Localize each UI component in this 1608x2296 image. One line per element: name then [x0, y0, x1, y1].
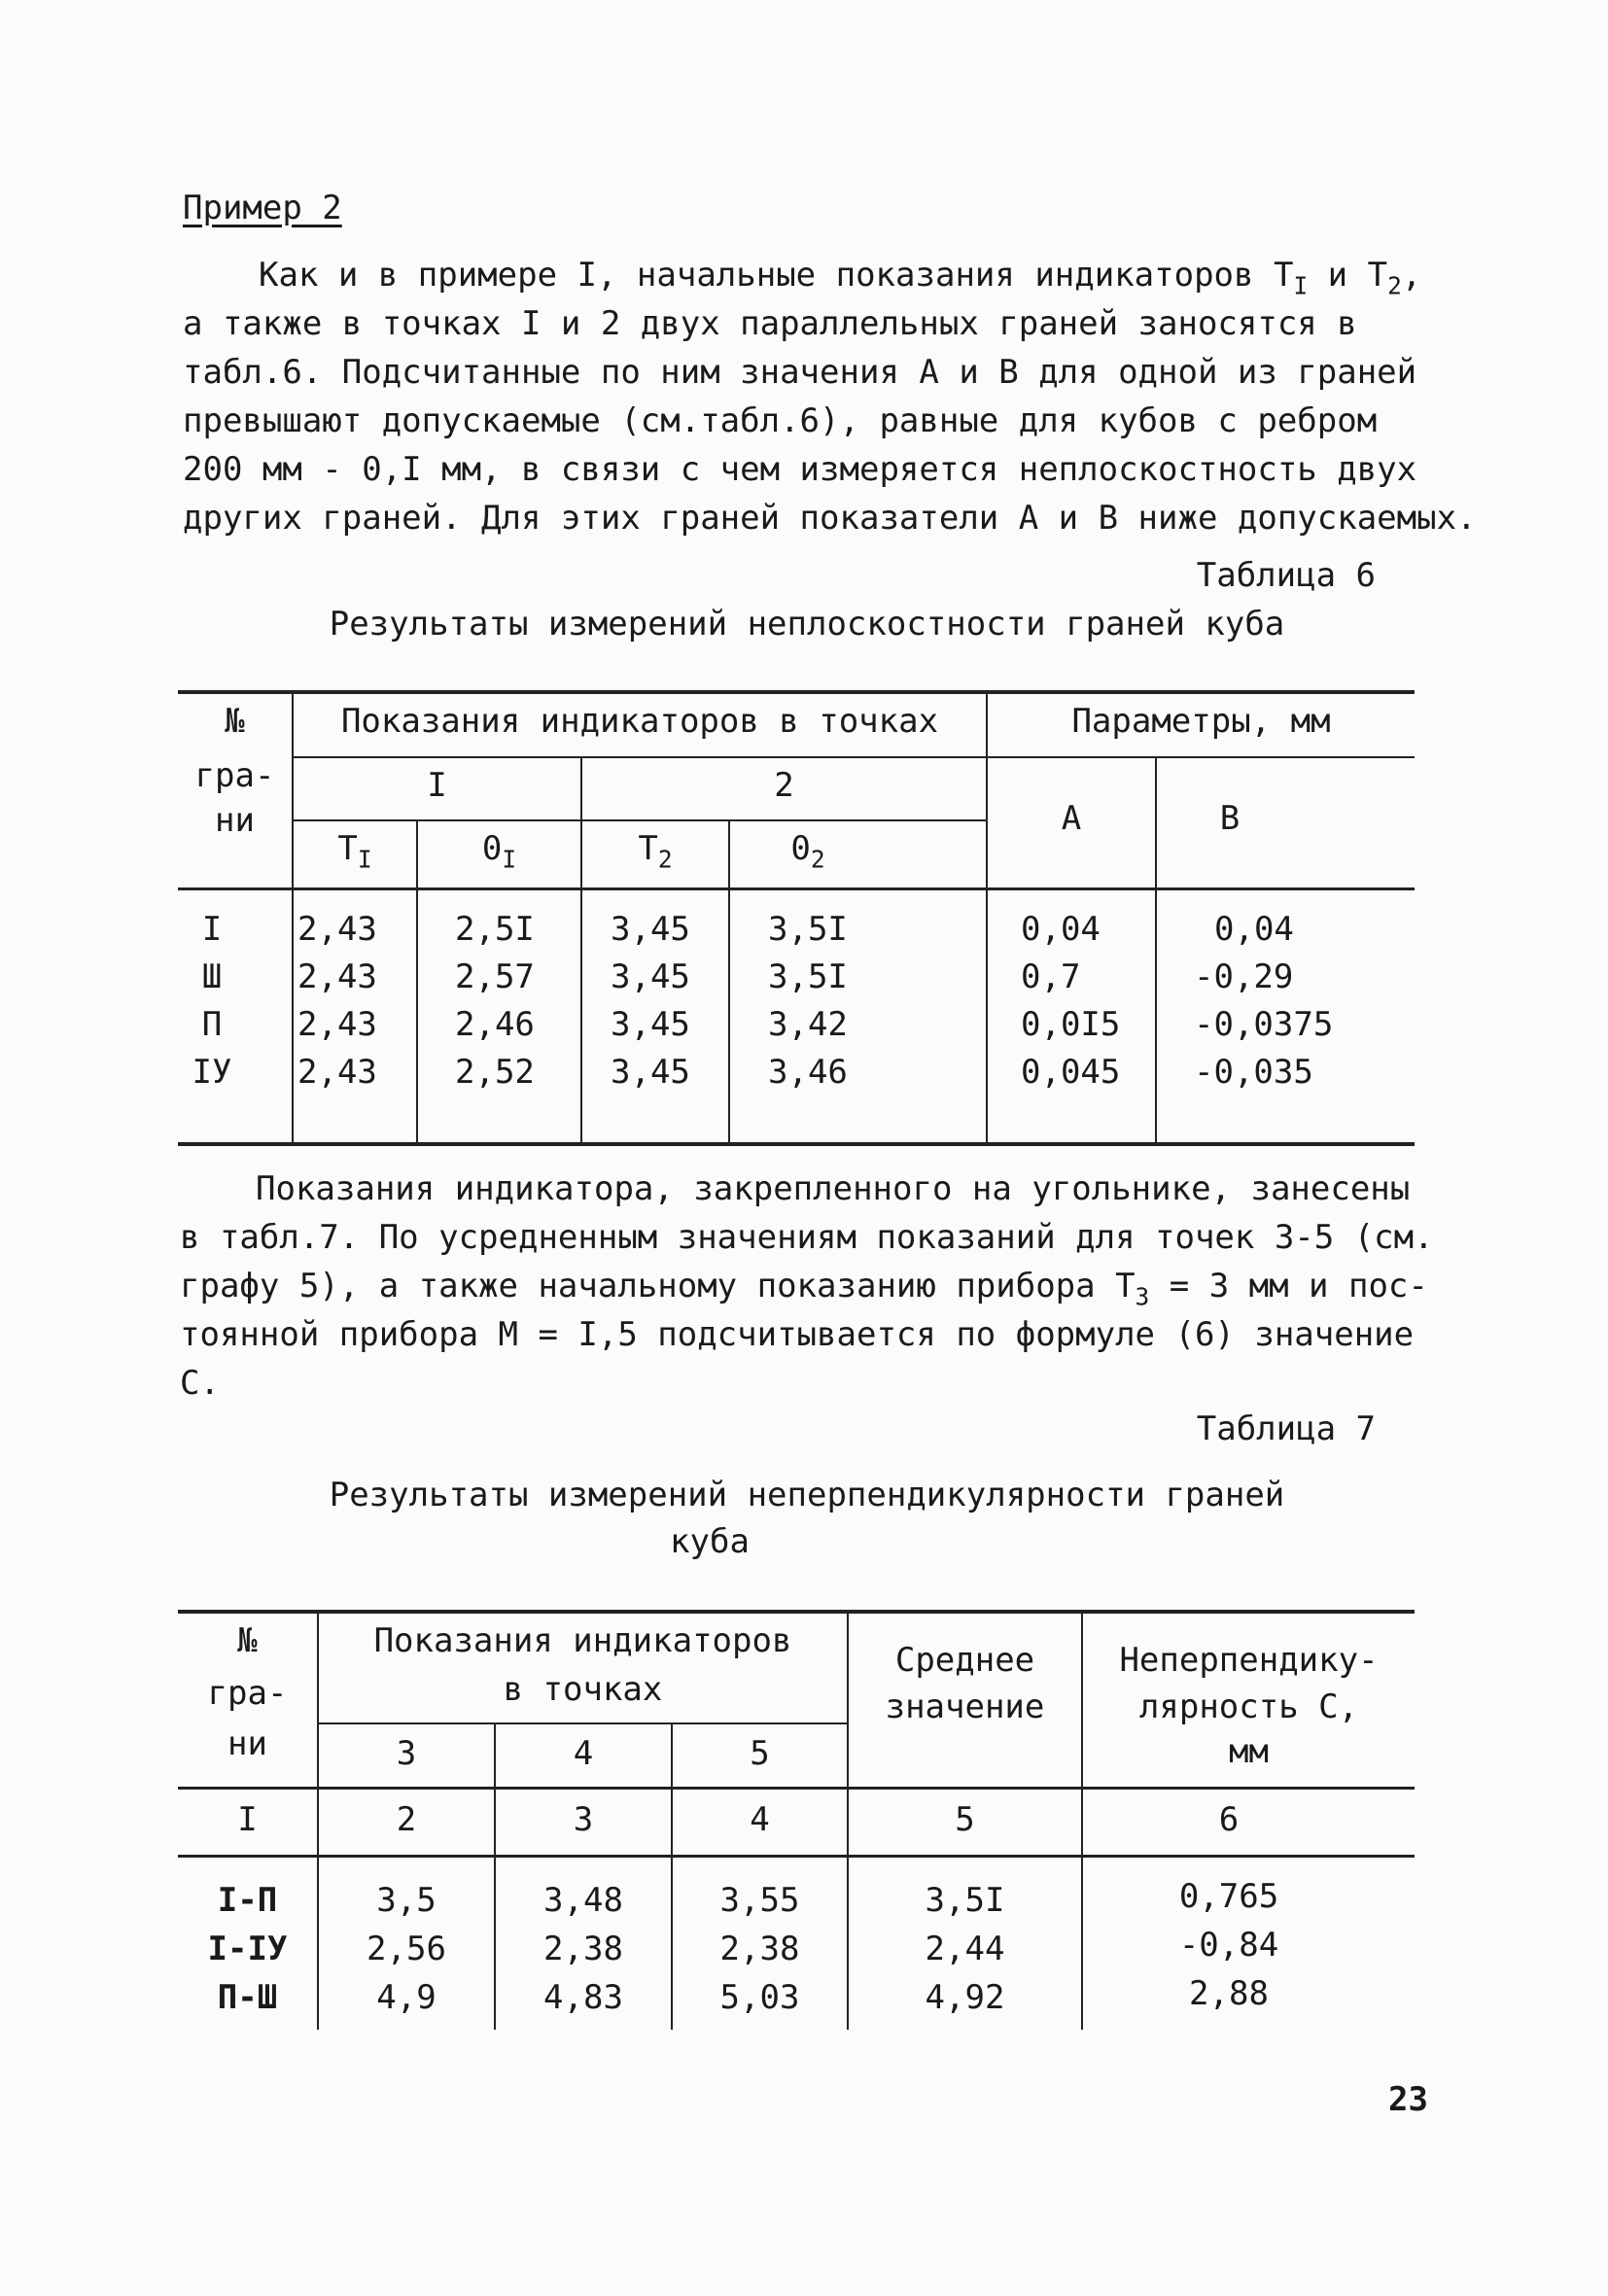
- page-number: 23: [1388, 2080, 1428, 2119]
- table-6-t2: 3,45: [611, 1005, 690, 1044]
- table-7-col-num: 3: [573, 1800, 594, 1839]
- paragraph-1-line-5: 200 мм - 0,I мм, в связи с чем измеряется неплоскостность двух: [183, 450, 1417, 489]
- paragraph-1-line-3: табл.6. Подсчитанные по ним значения A и B для одной из граней: [183, 353, 1417, 392]
- paragraph-1-line-1: Как и в примере I, начальные показания индикаторов $T_I$ и $T_2$,: [259, 256, 1422, 300]
- paragraph-1-line-4: превышают допускаемые (см.табл.6), равные для кубов с ребром: [183, 401, 1378, 440]
- table-7-face-header: №: [237, 1621, 258, 1660]
- table-6-b: -0,035: [1194, 1053, 1313, 1092]
- table-6-a-header: A: [1061, 799, 1082, 838]
- table-6-rule-groups: [294, 756, 1415, 758]
- table-7-col-num: 6: [1218, 1800, 1240, 1839]
- table-6-b: -0,29: [1194, 957, 1294, 996]
- table-6-point-1: I: [427, 766, 447, 805]
- table-6-readings-header: Показания индикаторов в точках: [340, 702, 939, 741]
- paragraph-2-line-1: Показания индикатора, закрепленного на угольнике, занесены: [256, 1169, 1411, 1208]
- table-6-a: 0,045: [1021, 1053, 1121, 1092]
- table-7-v5: 5,03: [719, 1978, 800, 2017]
- paragraph-2-line-3: графу 5), а также начальному показанию прибора $T_3 = 3$ мм и пос-: [180, 1267, 1428, 1311]
- table-6-point-2: 2: [774, 766, 794, 805]
- table-6-face: Ш: [201, 957, 223, 996]
- table-6-col-rule: [416, 819, 418, 1144]
- paragraph-2-line-4: тоянной прибора M = I,5 подсчитывается по формуле (6) значение: [180, 1315, 1415, 1354]
- table-6-t2: 3,45: [611, 1053, 690, 1092]
- table-7-col-num: 5: [955, 1800, 975, 1839]
- table-6-params-header: Параметры, мм: [1071, 702, 1331, 741]
- table-7-col-num: 2: [396, 1800, 417, 1839]
- paragraph-2-line-2: в табл.7. По усредненным значениям показаний для точек 3-5 (см.: [180, 1218, 1434, 1257]
- table-7-avg-header: значение: [885, 1687, 1045, 1726]
- table-6-t1: 2,43: [297, 957, 377, 996]
- table-6-b-header: B: [1219, 799, 1241, 838]
- paragraph-2-line-5: C.: [180, 1364, 220, 1403]
- table-7-face: I-IУ: [207, 1930, 288, 1968]
- table-7-point-3: 3: [396, 1734, 417, 1773]
- table-7-title-line-1: Результаты измерений неперпендикулярности граней: [329, 1476, 1285, 1514]
- table-7-top-rule: [178, 1610, 1415, 1614]
- paragraph-1: [183, 251, 1477, 542]
- table-6-o1: 2,57: [455, 957, 535, 996]
- table-6-t2: 3,45: [611, 957, 690, 996]
- table-6-b: -0,0375: [1194, 1005, 1334, 1044]
- table-7-point-4: 4: [573, 1734, 594, 1773]
- table-6-o1: 2,5I: [455, 910, 535, 949]
- table-7-c: 2,88: [1189, 1974, 1269, 2013]
- table-7-avg: 2,44: [925, 1930, 1005, 1968]
- table-6-face: П: [201, 1005, 223, 1044]
- paragraph-1-line-2: а также в точках I и 2 двух параллельных граней заносятся в: [183, 304, 1357, 343]
- table-6-o1-header: $0_I$: [481, 829, 517, 874]
- table-7-face-header: ни: [227, 1724, 267, 1763]
- table-6-face: I: [201, 910, 223, 949]
- paragraph-1-line-6: других граней. Для этих граней показатели A и B ниже допускаемых.: [183, 499, 1477, 538]
- table-7-readings-header: Показания индикаторов: [373, 1621, 792, 1660]
- table-6-face-header: гра-: [194, 756, 275, 795]
- table-7-face-header: гра-: [207, 1674, 288, 1713]
- table-6-t2-header: $T_2$: [638, 829, 673, 874]
- table-6-title: Результаты измерений неплоскостности граней куба: [329, 605, 1285, 644]
- table-7-v3: 2,56: [367, 1930, 446, 1968]
- table-6-face-header: ни: [215, 801, 255, 840]
- table-7-c: -0,84: [1178, 1926, 1279, 1965]
- table-6-t1-header: $T_I$: [337, 829, 372, 874]
- table-6-top-rule: [178, 690, 1415, 694]
- table-6-o2: 3,46: [768, 1053, 848, 1092]
- table-7-point-5: 5: [750, 1734, 770, 1773]
- paragraph-2: [180, 1165, 1434, 1408]
- table-7-v5: 2,38: [719, 1930, 800, 1968]
- table-6-header-rule: [178, 887, 1415, 890]
- table-7-readings-header: в точках: [503, 1670, 663, 1709]
- table-7-nonperp-header: лярность C,: [1138, 1687, 1359, 1726]
- table-6-t1: 2,43: [297, 1005, 377, 1044]
- table-7-rule-points: [319, 1722, 847, 1724]
- table-6-a: 0,7: [1021, 957, 1081, 996]
- table-7-face: I-П: [217, 1881, 278, 1920]
- table-7-avg: 4,92: [925, 1978, 1005, 2017]
- table-6-col-rule: [292, 692, 294, 1144]
- table-6-col-rule: [728, 819, 730, 1144]
- table-6-a: 0,0I5: [1021, 1005, 1121, 1044]
- table-7-nonperp-header: Неперпендику-: [1119, 1641, 1379, 1680]
- table-7-label: Таблица 7: [1196, 1409, 1376, 1448]
- table-6-o2: 3,5I: [768, 957, 848, 996]
- table-7-face: П-Ш: [217, 1978, 278, 2017]
- table-7-v4: 4,83: [543, 1978, 623, 2017]
- table-6-b: 0,04: [1214, 910, 1294, 949]
- table-6-t2: 3,45: [611, 910, 690, 949]
- table-6-a: 0,04: [1021, 910, 1101, 949]
- table-7-v3: 4,9: [376, 1978, 437, 2017]
- table-7-v3: 3,5: [376, 1881, 437, 1920]
- section-heading: Пример 2: [183, 189, 342, 227]
- table-6-o1: 2,46: [455, 1005, 535, 1044]
- table-7-num-rule: [178, 1855, 1415, 1858]
- table-6-o1: 2,52: [455, 1053, 535, 1092]
- table-7-header-rule: [178, 1787, 1415, 1790]
- table-6-t1: 2,43: [297, 1053, 377, 1092]
- table-7-avg-header: Среднее: [894, 1641, 1035, 1680]
- table-6-rule-points: [294, 819, 986, 821]
- table-6-o2-header: $0_2$: [790, 829, 825, 874]
- table-7-col-num: 4: [750, 1800, 770, 1839]
- table-6-col-rule: [580, 756, 582, 1144]
- table-6-o2: 3,42: [768, 1005, 848, 1044]
- table-6-bottom-rule: [178, 1142, 1415, 1146]
- table-7-c: 0,765: [1178, 1877, 1279, 1916]
- table-7-avg: 3,5I: [925, 1881, 1005, 1920]
- table-6-t1: 2,43: [297, 910, 377, 949]
- table-6-face-header: №: [225, 702, 245, 741]
- table-7-v4: 3,48: [543, 1881, 623, 1920]
- table-6-o2: 3,5I: [768, 910, 848, 949]
- table-7-v4: 2,38: [543, 1930, 623, 1968]
- table-6-col-rule: [986, 692, 988, 1144]
- table-6-label: Таблица 6: [1196, 556, 1376, 595]
- table-6-face: IУ: [192, 1053, 232, 1092]
- table-7-title-line-2: куба: [670, 1522, 750, 1561]
- table-7-v5: 3,55: [719, 1881, 800, 1920]
- table-7-col-num: I: [237, 1800, 258, 1839]
- table-7-nonperp-header: мм: [1229, 1732, 1269, 1771]
